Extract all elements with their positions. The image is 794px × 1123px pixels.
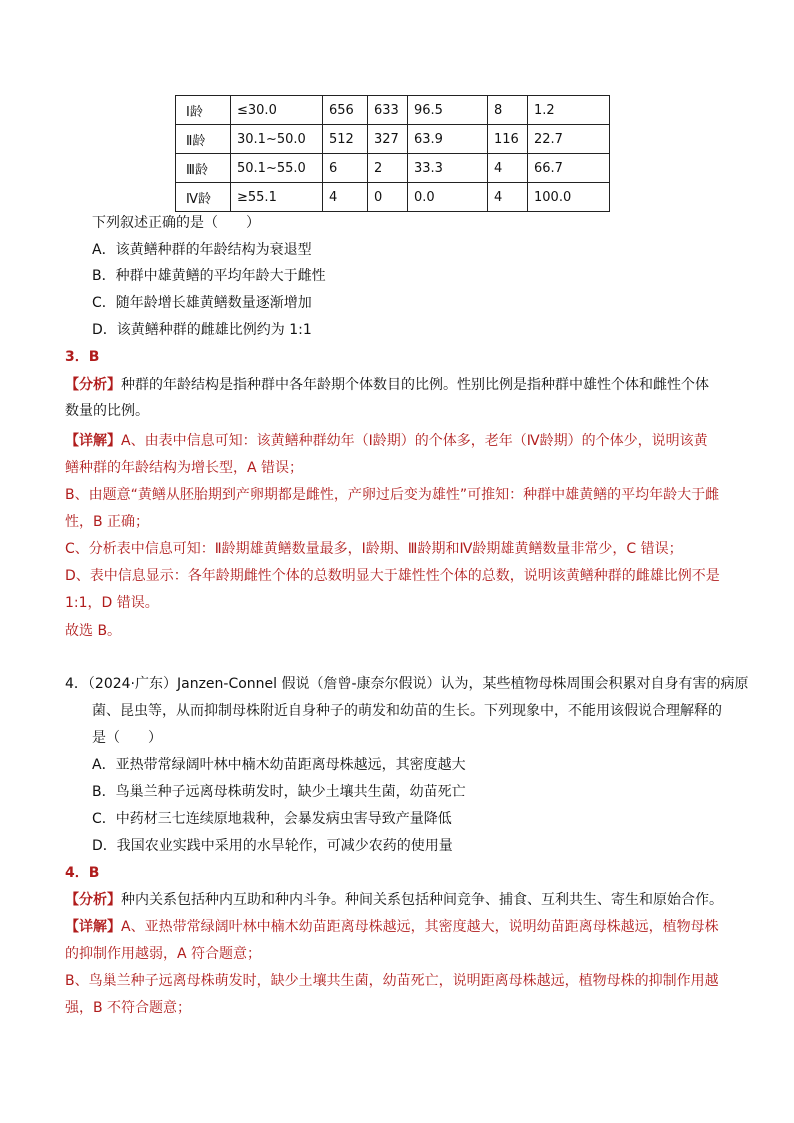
table-cell: 633 [368, 96, 408, 125]
table-cell: Ⅳ龄 [176, 183, 231, 212]
detail-4-a-cont: 的抑制作用越弱，A 符合题意； [65, 946, 262, 962]
detail-a-text: A、亚热带常绿阔叶林中楠木幼苗距离母株越远，其密度越大，说明幼苗距离母株越远，植物母株 [121, 919, 719, 935]
table-cell: 116 [488, 125, 528, 154]
detail-3-c: C、分析表中信息可知：Ⅱ龄期雄黄鳝数量最多，Ⅰ龄期、Ⅲ龄期和Ⅳ龄期雄黄鳝数量非常少，C 错误； [65, 541, 683, 557]
detail-3-d: D、表中信息显示：各年龄期雌性个体的总数明显大于雄性性个体的总数，说明该黄鳝种群的雌雄比例不是 [65, 568, 720, 584]
analysis-label: 【分析】 [65, 892, 121, 908]
detail-3-a [65, 431, 708, 451]
option-a: A．亚热带常绿阔叶林中楠木幼苗距离母株越远，其密度越大 [92, 757, 466, 773]
question-4-stem: 4．（2024·广东）Janzen-Connel 假说（詹曾-康奈尔假说）认为，某些植物母株周围会积累对自身有害的病原 [65, 676, 749, 692]
answer-4: 4．B [65, 865, 100, 881]
option-b: B．种群中雄黄鳝的平均年龄大于雌性 [92, 268, 326, 284]
detail-3-b: B、由题意“黄鳝从胚胎期到产卵期都是雌性，产卵过后变为雄性”可推知：种群中雄黄鳝的平均年龄大于雌 [65, 487, 720, 503]
detail-4-a [65, 917, 719, 937]
option-c: C．中药材三七连续原地栽种，会暴发病虫害导致产量降低 [92, 811, 452, 827]
option-d: D．我国农业实践中采用的水旱轮作，可减少农药的使用量 [92, 838, 453, 854]
table-row [176, 96, 610, 125]
data-table [175, 95, 610, 212]
table-cell: 33.3 [408, 154, 488, 183]
table-cell: 4 [488, 183, 528, 212]
analysis-4 [65, 890, 723, 910]
detail-4-b-cont: 强，B 不符合题意； [65, 1000, 192, 1016]
table-cell: 66.7 [528, 154, 610, 183]
table-cell: 96.5 [408, 96, 488, 125]
detail-3-a-cont: 鳝种群的年龄结构为增长型，A 错误； [65, 460, 304, 476]
table-cell: 327 [368, 125, 408, 154]
option-b: B．鸟巢兰种子远离母株萌发时，缺少土壤共生菌，幼苗死亡 [92, 784, 466, 800]
table-row [176, 154, 610, 183]
table-cell: 0.0 [408, 183, 488, 212]
table-cell: 30.1~50.0 [231, 125, 323, 154]
detail-3-d-cont: 1:1，D 错误。 [65, 595, 159, 611]
question-4-stem-3: 是（ ） [92, 730, 162, 746]
table-cell: 512 [323, 125, 368, 154]
option-c: C．随年龄增长雄黄鳝数量逐渐增加 [92, 295, 312, 311]
table-row [176, 183, 610, 212]
table-cell: 4 [323, 183, 368, 212]
question-4-stem-2: 菌、昆虫等，从而抑制母株附近自身种子的萌发和幼苗的生长。下列现象中，不能用该假说合理解释的 [92, 703, 722, 719]
detail-label: 【详解】 [65, 433, 121, 449]
table-cell: 6 [323, 154, 368, 183]
detail-4-b: B、鸟巢兰种子远离母株萌发时，缺少土壤共生菌，幼苗死亡，说明距离母株越远，植物母株的抑制作用越 [65, 973, 719, 989]
option-a: A．该黄鳝种群的年龄结构为衰退型 [92, 242, 312, 258]
table-cell: 656 [323, 96, 368, 125]
table-cell: ≤30.0 [231, 96, 323, 125]
table-cell: Ⅱ龄 [176, 125, 231, 154]
option-d: D．该黄鳝种群的雌雄比例约为 1:1 [92, 322, 312, 338]
analysis-3 [65, 375, 709, 395]
table-row [176, 125, 610, 154]
table-cell: 22.7 [528, 125, 610, 154]
answer-3: 3．B [65, 349, 100, 365]
analysis-text: 种群的年龄结构是指种群中各年龄期个体数目的比例。性别比例是指种群中雄性个体和雌性个体 [121, 377, 709, 393]
detail-3-b-cont: 性，B 正确； [65, 514, 150, 530]
table-cell: ≥55.1 [231, 183, 323, 212]
table-cell: 0 [368, 183, 408, 212]
table-cell: 4 [488, 154, 528, 183]
table-cell: Ⅰ龄 [176, 96, 231, 125]
analysis-text: 种内关系包括种内互助和种内斗争。种间关系包括种间竞争、捕食、互利共生、寄生和原始合作。 [121, 892, 723, 908]
table-cell: 63.9 [408, 125, 488, 154]
table-cell: Ⅲ龄 [176, 154, 231, 183]
table-cell: 1.2 [528, 96, 610, 125]
conclusion-3: 故选 B。 [65, 623, 122, 639]
detail-a-text: A、由表中信息可知：该黄鳝种群幼年（Ⅰ龄期）的个体多，老年（Ⅳ龄期）的个体少，说明该黄 [121, 433, 708, 449]
question-3-stem: 下列叙述正确的是（ ） [92, 215, 260, 231]
table-cell: 2 [368, 154, 408, 183]
analysis-label: 【分析】 [65, 377, 121, 393]
table-cell: 8 [488, 96, 528, 125]
table-cell: 100.0 [528, 183, 610, 212]
analysis-3-cont: 数量的比例。 [65, 403, 149, 419]
table-cell: 50.1~55.0 [231, 154, 323, 183]
detail-label: 【详解】 [65, 919, 121, 935]
